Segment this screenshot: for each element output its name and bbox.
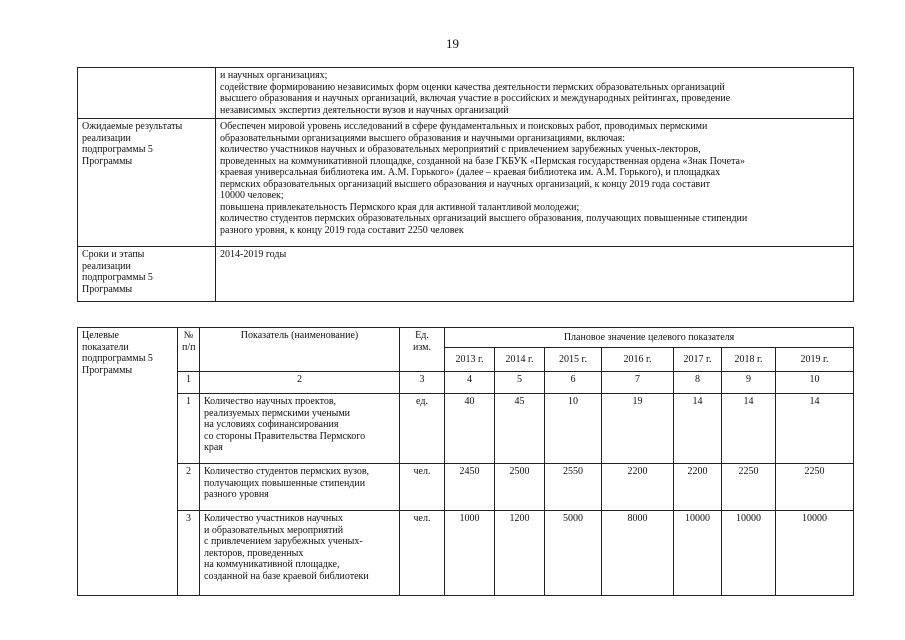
header-line: Ед. [415,330,429,341]
table-row [78,464,854,511]
column-number: 2 [200,372,400,394]
row-number: 2 [178,464,200,511]
value-cell: 14 [776,394,854,464]
label-line: подпрограммы 5 [82,144,153,155]
unit-cell: чел. [400,511,445,596]
label-line: подпрограммы 5 [82,272,153,283]
text-line: разного уровня, к концу 2019 года составит 2250 человек [220,224,464,236]
value-cell: 2200 [674,464,722,511]
target-indicators-label [78,328,178,596]
column-number: 5 [495,372,545,394]
column-number: 7 [602,372,674,394]
header-line: п/п [182,341,196,353]
unit-cell: чел. [400,464,445,511]
year-header: 2019 г. [776,348,854,372]
label-line: реализации [82,132,131,144]
text-line: края [204,442,223,453]
value-cell: 8000 [602,511,674,596]
value-cell: 1000 [445,511,495,596]
page-number: 19 [446,36,459,51]
column-number: 6 [545,372,602,394]
row-number: 1 [178,394,200,464]
text-line: лекторов, проведенных [204,547,304,559]
text-line: проведенных на коммуникативной площадке, созданной на базе ГКБУК «Пермская государственная ордена «Знак Почета» [220,155,745,167]
year-header: 2017 г. [674,348,722,372]
text-line: высшего образования и научных организаций, включая участие в российских и международных рейтингах, проведение [220,93,731,104]
header-num [178,328,200,372]
value-cell: 1200 [495,511,545,596]
value-cell: 5000 [545,511,602,596]
passport-text-timeline: 2014-2019 годы [216,247,854,302]
value-cell: 19 [602,394,674,464]
text-line: образовательными организациями высшего образования и научными организациями, включая: [220,132,626,144]
text-line: количество студентов пермских образовательных организаций высшего образования, получающих повышенные стипендии [220,213,748,224]
indicator-name [200,394,400,464]
value-cell: 10000 [776,511,854,596]
passport-text-expected-results [216,119,854,247]
text-line: и научных организациях; [220,70,328,81]
text-line: Количество научных проектов, [204,396,337,407]
value-cell: 2450 [445,464,495,511]
label-line: Целевые [82,330,119,341]
value-cell: 2200 [602,464,674,511]
text-line: независимых экспертиз деятельности вузов и научных организаций [220,104,509,116]
year-header: 2015 г. [545,348,602,372]
unit-cell: ед. [400,394,445,464]
header-plan-values: Плановое значение целевого показателя [445,328,854,348]
text-line: пермских образовательных организаций высшего образования и научных организаций, к концу 2019 года составит [220,178,710,190]
year-header: 2018 г. [722,348,776,372]
text-line: на условиях софинансирования [204,419,339,430]
header-line: изм. [413,341,431,353]
text-line: краевая универсальная библиотека им. А.М. Горького» (далее – краевая библиотека им. А.М. Горького), и площадках [220,167,721,178]
table-row [78,511,854,596]
column-numbers-row [78,372,854,394]
text-line: Количество участников научных [204,513,343,524]
value-cell: 10000 [722,511,776,596]
label-line: Программы [82,155,133,167]
year-header: 2013 г. [445,348,495,372]
label-line: реализации [82,260,131,272]
text-line: повышена привлекательность Пермского края для активной талантливой молодежи; [220,201,580,213]
value-cell: 2500 [495,464,545,511]
passport-label-empty [78,68,216,119]
text-line: с привлечением зарубежных ученых- [204,536,363,547]
indicator-name [200,464,400,511]
value-cell: 14 [722,394,776,464]
column-number: 9 [722,372,776,394]
subprogram-passport-table [77,67,854,302]
text-line: количество участников научных и образовательных мероприятий с привлечением зарубежных ученых-лекторов, [220,144,701,155]
column-number: 1 [178,372,200,394]
value-cell: 45 [495,394,545,464]
text-line: получающих повышенные стипендии [204,477,366,489]
label-line: подпрограммы 5 [82,353,153,364]
text-line: содействие формированию независимых форм оценки качества деятельности пермских образовательных организаций [220,81,725,93]
passport-label-timeline [78,247,216,302]
indicator-name [200,511,400,596]
header-line: № [183,330,194,341]
target-indicators-table [77,327,854,596]
row-number: 3 [178,511,200,596]
table-row [78,394,854,464]
value-cell: 2550 [545,464,602,511]
text-line: реализуемых пермскими учеными [204,407,351,419]
text-line: на коммуникативной площадке, [204,559,340,570]
label-line: Программы [82,283,133,295]
value-cell: 2250 [776,464,854,511]
column-number: 3 [400,372,445,394]
text-line: и образовательных мероприятий [204,524,344,536]
value-cell: 10000 [674,511,722,596]
value-cell: 2250 [722,464,776,511]
text-line: Количество студентов пермских вузов, [204,466,370,477]
passport-row-continuation [78,68,854,119]
passport-label-expected-results [78,119,216,247]
passport-row-timeline [78,247,854,302]
header-row-1 [78,328,854,348]
value-cell: 10 [545,394,602,464]
year-header: 2016 г. [602,348,674,372]
text-line: 10000 человек; [220,190,284,201]
header-unit [400,328,445,372]
label-line: Программы [82,364,133,376]
passport-row-expected-results [78,119,854,247]
passport-text-continuation [216,68,854,119]
label-line: Сроки и этапы [82,249,145,260]
text-line: созданной на базе краевой библиотеки [204,570,369,582]
value-cell: 40 [445,394,495,464]
column-number: 4 [445,372,495,394]
column-number: 8 [674,372,722,394]
label-line: Ожидаемые результаты [82,121,183,132]
column-number: 10 [776,372,854,394]
year-header: 2014 г. [495,348,545,372]
text-line: разного уровня [204,489,269,500]
text-line: со стороны Правительства Пермского [204,430,366,442]
value-cell: 14 [674,394,722,464]
header-indicator: Показатель (наименование) [200,328,400,372]
text-line: Обеспечен мировой уровень исследований в сфере фундаментальных и поисковых работ, проводимых пермскими [220,121,708,132]
label-line: показатели [82,341,129,353]
